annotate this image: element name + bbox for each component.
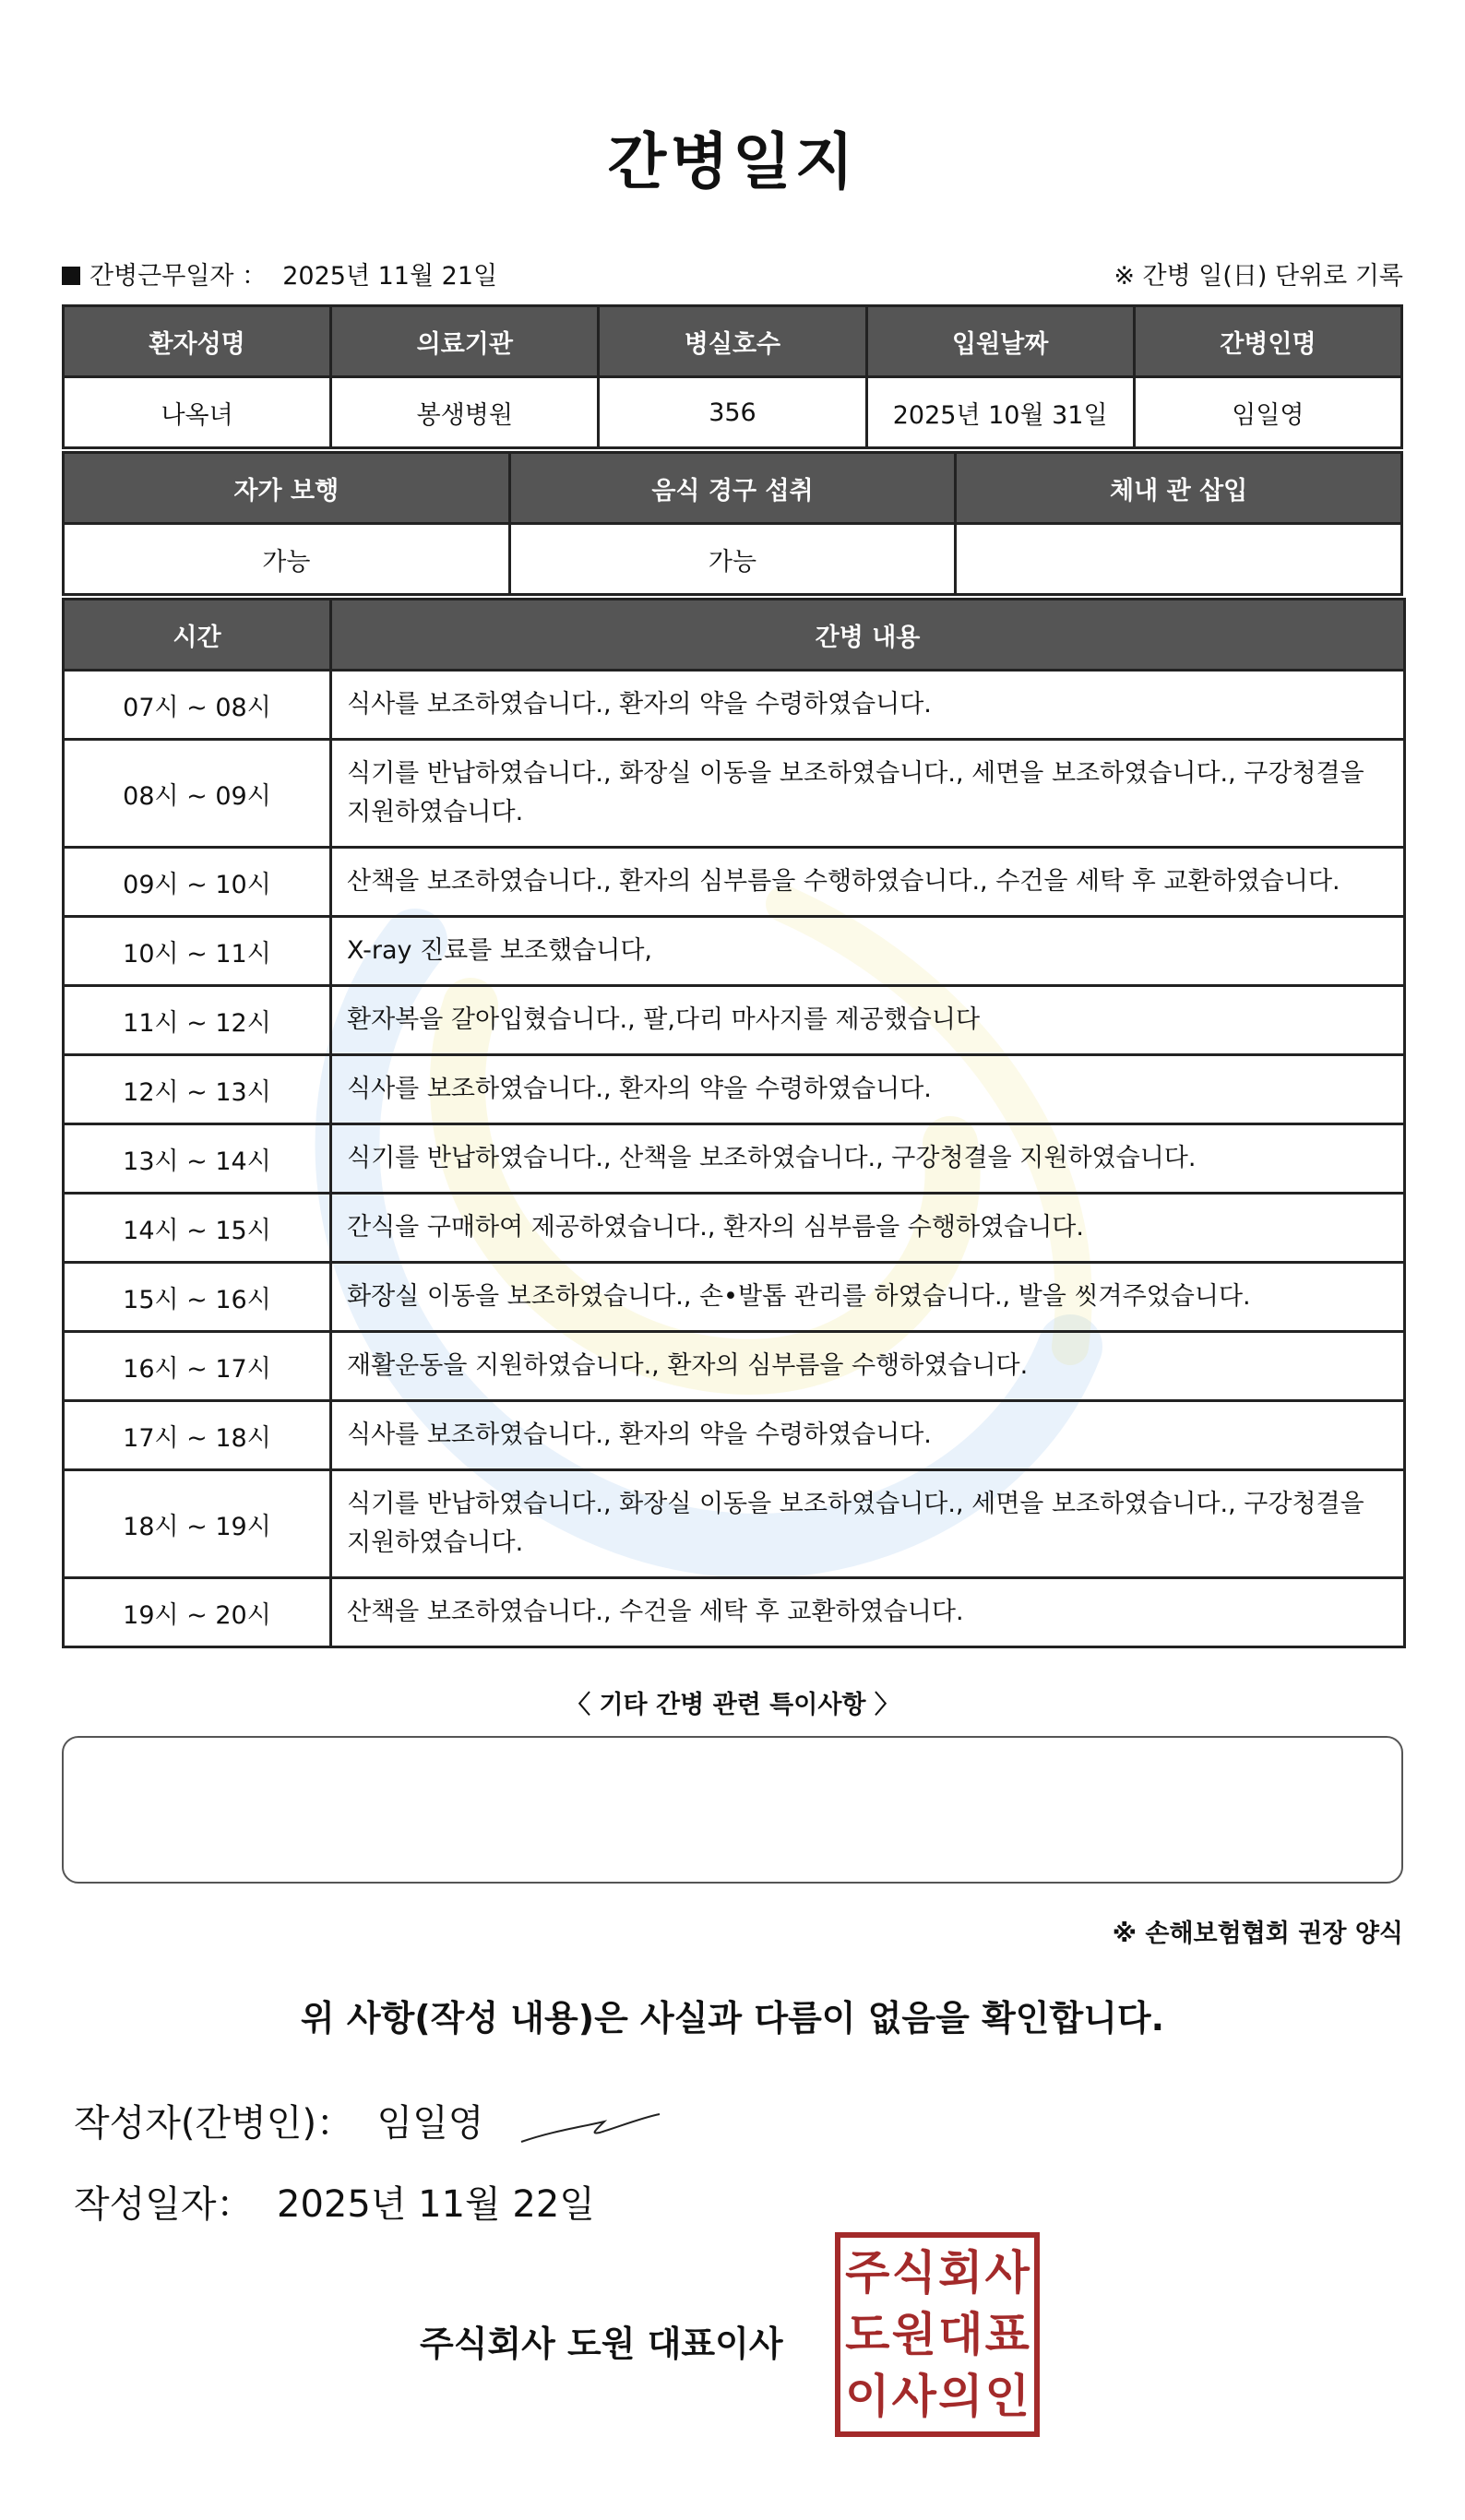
log-time: 11시 ~ 12시 bbox=[64, 986, 331, 1055]
table-row bbox=[64, 1332, 1405, 1401]
seal-character: 표 bbox=[984, 2307, 1030, 2361]
seal-character: 사 bbox=[984, 2245, 1030, 2300]
writer-line bbox=[74, 2094, 483, 2146]
company-seal-icon bbox=[835, 2232, 1040, 2437]
log-content: 식기를 반납하였습니다., 산책을 보조하였습니다., 구강청결을 지원하였습니다. bbox=[331, 1124, 1405, 1194]
header-self-walking: 자가 보행 bbox=[64, 453, 510, 524]
written-date-value: 2025년 11월 22일 bbox=[277, 2183, 595, 2226]
log-content: 식사를 보조하였습니다., 환자의 약을 수령하였습니다. bbox=[331, 1401, 1405, 1470]
patient-name: 나옥녀 bbox=[64, 377, 331, 448]
form-source-note: ※ 손해보험협회 권장 양식 bbox=[1112, 1920, 1403, 1948]
oral-intake-value: 가능 bbox=[509, 524, 956, 595]
signature-icon bbox=[517, 2096, 664, 2151]
log-content: 재활운동을 지원하였습니다., 환자의 심부름을 수행하였습니다. bbox=[331, 1332, 1405, 1401]
log-content: 환자복을 갈아입혔습니다., 팔,다리 마사지를 제공했습니다 bbox=[331, 986, 1405, 1055]
confirmation-statement: 위 사항(작성 내용)은 사실과 다름이 없음을 확인합니다. bbox=[300, 1998, 1165, 2039]
log-time: 07시 ~ 08시 bbox=[64, 671, 331, 740]
table-row bbox=[64, 1578, 1405, 1647]
log-time: 18시 ~ 19시 bbox=[64, 1470, 331, 1578]
room-number: 356 bbox=[599, 377, 866, 448]
header-patient-name: 환자성명 bbox=[64, 306, 331, 377]
log-time: 10시 ~ 11시 bbox=[64, 917, 331, 986]
log-content: 식기를 반납하였습니다., 화장실 이동을 보조하였습니다., 세면을 보조하였습니다., 구강청결을 지원하였습니다. bbox=[331, 1470, 1405, 1578]
table-row bbox=[64, 740, 1405, 848]
company-representative: 주식회사 도원 대표이사 bbox=[420, 2324, 783, 2364]
unit-note: ※ 간병 일(日) 단위로 기록 bbox=[1114, 262, 1403, 291]
admission-date: 2025년 10월 31일 bbox=[866, 377, 1134, 448]
special-notes-box bbox=[62, 1736, 1403, 1884]
header-admission-date: 입원날짜 bbox=[866, 306, 1134, 377]
table-row bbox=[64, 1263, 1405, 1332]
log-time: 17시 ~ 18시 bbox=[64, 1401, 331, 1470]
seal-character: 인 bbox=[984, 2370, 1030, 2424]
patient-status-table bbox=[62, 451, 1403, 596]
table-row bbox=[64, 986, 1405, 1055]
log-time: 13시 ~ 14시 bbox=[64, 1124, 331, 1194]
written-date-label: 작성일자： bbox=[74, 2183, 254, 2226]
caregiver-name: 임일영 bbox=[1134, 377, 1401, 448]
seal-character: 도 bbox=[845, 2307, 890, 2361]
seal-character: 회 bbox=[938, 2245, 983, 2300]
log-content: 식사를 보조하였습니다., 환자의 약을 수령하였습니다. bbox=[331, 671, 1405, 740]
log-content: 화장실 이동을 보조하였습니다., 손•발톱 관리를 하였습니다., 발을 씻겨주었습니다. bbox=[331, 1263, 1405, 1332]
header-time: 시간 bbox=[64, 600, 331, 671]
log-content: 산책을 보조하였습니다., 수건을 세탁 후 교환하였습니다. bbox=[331, 1578, 1405, 1647]
writer-name: 임일영 bbox=[376, 2102, 484, 2145]
work-date-label: 간병근무일자 ： bbox=[89, 262, 268, 291]
log-content: X-ray 진료를 보조했습니다, bbox=[331, 917, 1405, 986]
seal-character: 사 bbox=[891, 2370, 936, 2424]
hospital: 봉생병원 bbox=[331, 377, 599, 448]
work-date-line bbox=[62, 256, 497, 291]
log-content: 식기를 반납하였습니다., 화장실 이동을 보조하였습니다., 세면을 보조하였습니다., 구강청결을 지원하였습니다. bbox=[331, 740, 1405, 848]
header-room-number: 병실호수 bbox=[599, 306, 866, 377]
header-hospital: 의료기관 bbox=[331, 306, 599, 377]
written-date-line bbox=[74, 2175, 595, 2228]
log-time: 09시 ~ 10시 bbox=[64, 848, 331, 917]
special-notes-title: 〈 기타 간병 관련 특이사항 〉 bbox=[566, 1691, 899, 1719]
table-row bbox=[64, 1470, 1405, 1578]
header-tube-insertion: 체내 관 삽입 bbox=[956, 453, 1402, 524]
log-time: 15시 ~ 16시 bbox=[64, 1263, 331, 1332]
log-content: 식사를 보조하였습니다., 환자의 약을 수령하였습니다. bbox=[331, 1055, 1405, 1124]
seal-character: 대 bbox=[938, 2307, 983, 2361]
log-time: 19시 ~ 20시 bbox=[64, 1578, 331, 1647]
table-row bbox=[64, 1055, 1405, 1124]
seal-character: 주 bbox=[845, 2245, 890, 2300]
patient-info-table bbox=[62, 304, 1403, 449]
log-time: 16시 ~ 17시 bbox=[64, 1332, 331, 1401]
work-date-value: 2025년 11월 21일 bbox=[282, 262, 498, 291]
log-time: 08시 ~ 09시 bbox=[64, 740, 331, 848]
care-log-table bbox=[62, 598, 1406, 1648]
page-title: 간병일지 bbox=[607, 126, 858, 197]
table-row bbox=[64, 848, 1405, 917]
tube-insertion-value bbox=[956, 524, 1402, 595]
log-content: 산책을 보조하였습니다., 환자의 심부름을 수행하였습니다., 수건을 세탁 후 교환하였습니다. bbox=[331, 848, 1405, 917]
table-row bbox=[64, 1194, 1405, 1263]
seal-character: 식 bbox=[891, 2245, 936, 2300]
header-oral-intake: 음식 경구 섭취 bbox=[509, 453, 956, 524]
self-walking-value: 가능 bbox=[64, 524, 510, 595]
table-row bbox=[64, 1124, 1405, 1194]
log-time: 14시 ~ 15시 bbox=[64, 1194, 331, 1263]
table-row bbox=[64, 671, 1405, 740]
writer-label: 작성자(간병인)： bbox=[74, 2102, 354, 2145]
table-row bbox=[64, 1401, 1405, 1470]
seal-character: 원 bbox=[891, 2307, 936, 2361]
seal-character: 이 bbox=[845, 2370, 890, 2424]
log-time: 12시 ~ 13시 bbox=[64, 1055, 331, 1124]
log-content: 간식을 구매하여 제공하였습니다., 환자의 심부름을 수행하였습니다. bbox=[331, 1194, 1405, 1263]
square-bullet-icon bbox=[62, 267, 80, 285]
seal-character: 의 bbox=[938, 2370, 983, 2424]
table-row bbox=[64, 917, 1405, 986]
header-caregiver-name: 간병인명 bbox=[1134, 306, 1401, 377]
header-care-content: 간병 내용 bbox=[331, 600, 1405, 671]
